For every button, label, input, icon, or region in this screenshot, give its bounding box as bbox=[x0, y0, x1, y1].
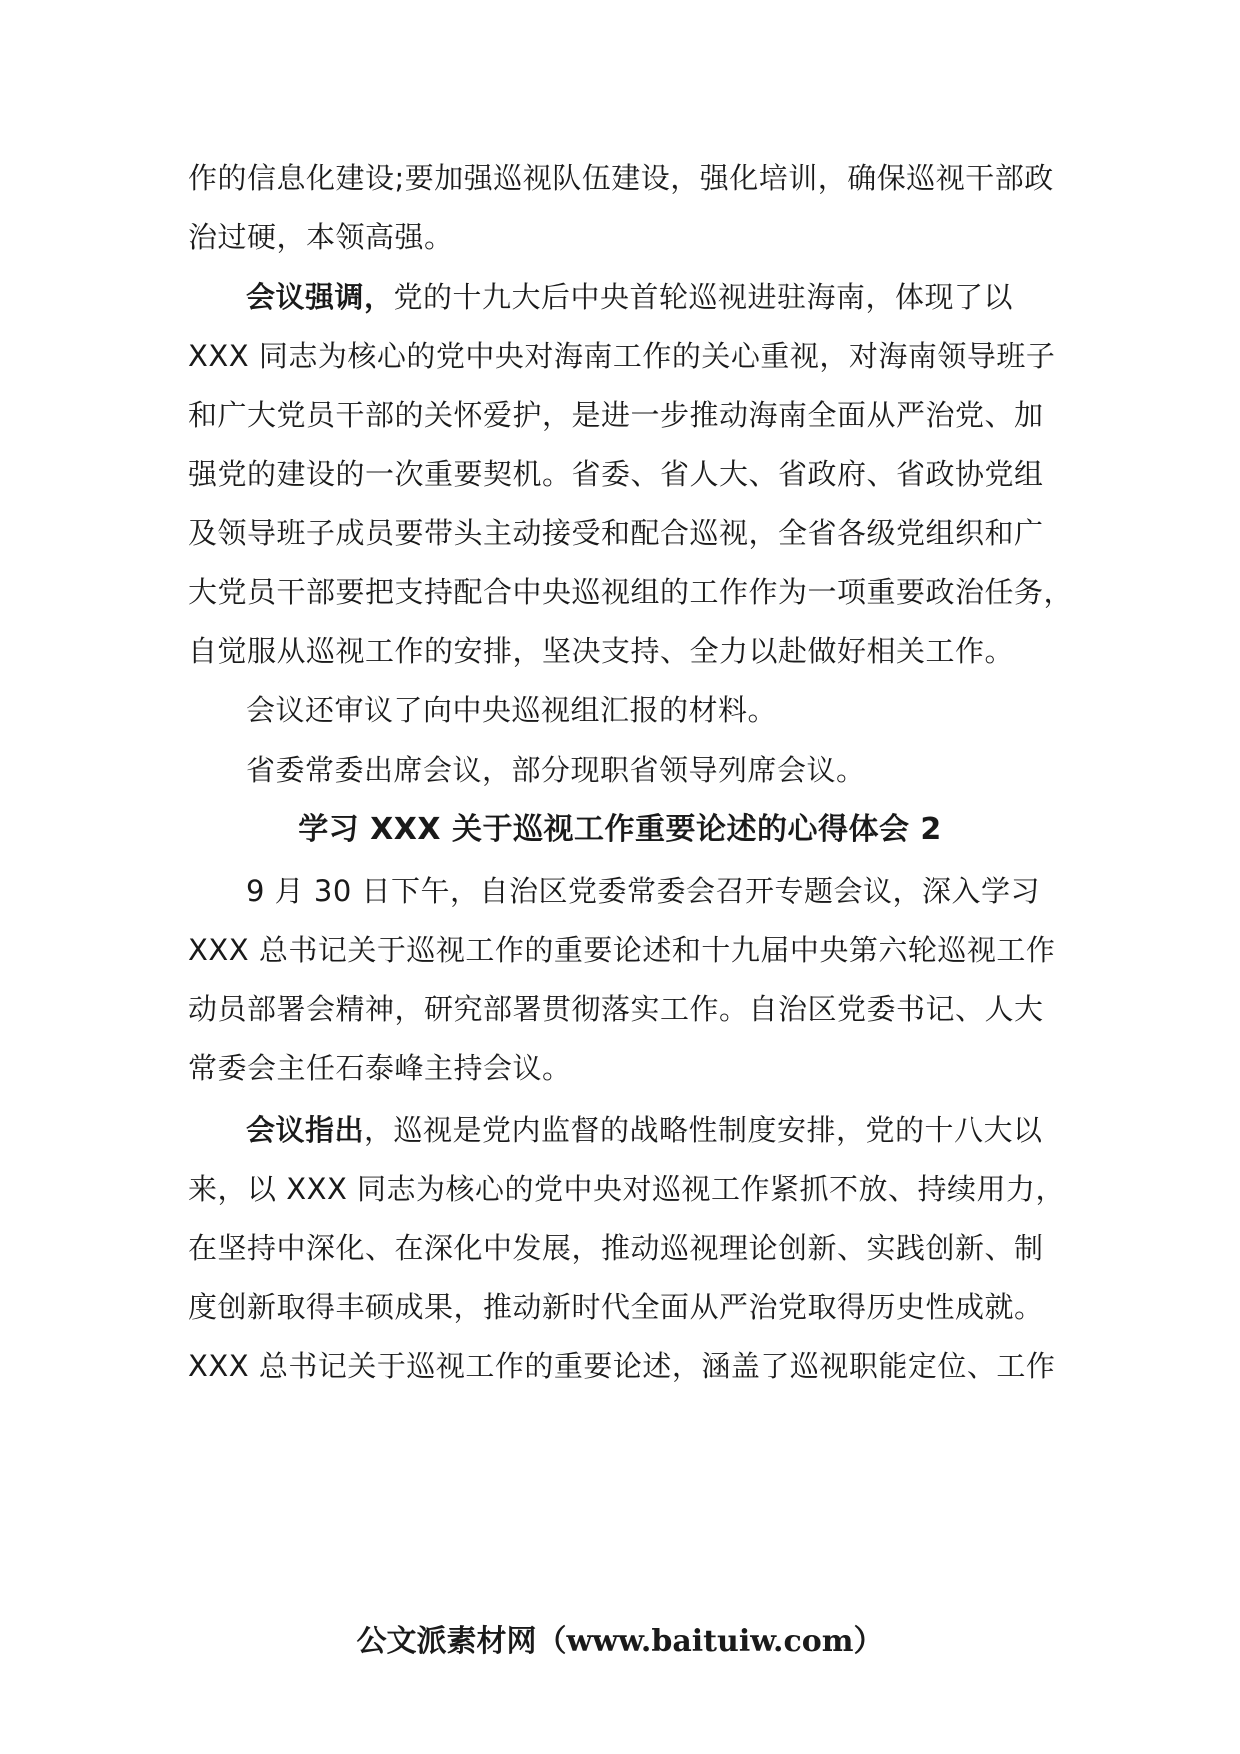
paragraph-line: 9 月 30 日下午，自治区党委常委会召开专题会议，深入学习 bbox=[246, 874, 1041, 908]
paragraph-line: 大党员干部要把支持配合中央巡视组的工作作为一项重要政治任务， bbox=[188, 575, 1074, 609]
footer-watermark: 公文派素材网（www.baituiw.com） bbox=[356, 1624, 884, 1659]
paragraph-line bbox=[246, 277, 1013, 317]
paragraph-line: 会议还审议了向中央巡视组汇报的材料。 bbox=[246, 693, 778, 727]
paragraph-line: 来，以 XXX 同志为核心的党中央对巡视工作紧抓不放、持续用力， bbox=[188, 1172, 1066, 1206]
paragraph-line: 常委会主任石泰峰主持会议。 bbox=[188, 1051, 572, 1085]
paragraph-line: XXX 总书记关于巡视工作的重要论述，涵盖了巡视职能定位、工作 bbox=[188, 1349, 1056, 1383]
paragraph-line: 自觉服从巡视工作的安排，坚决支持、全力以赴做好相关工作。 bbox=[188, 634, 1015, 668]
paragraph-line: 及领导班子成员要带头主动接受和配合巡视，全省各级党组织和广 bbox=[188, 516, 1044, 550]
paragraph-line: 度创新取得丰硕成果，推动新时代全面从严治党取得历史性成就。 bbox=[188, 1290, 1044, 1324]
paragraph-line: 动员部署会精神，研究部署贯彻落实工作。自治区党委书记、人大 bbox=[188, 992, 1044, 1026]
paragraph-line bbox=[246, 1110, 1043, 1150]
lead-emphasis: 会议强调， bbox=[246, 280, 394, 314]
section-heading: 学习 XXX 关于巡视工作重要论述的心得体会 2 bbox=[298, 812, 942, 847]
paragraph-line: 强党的建设的一次重要契机。省委、省人大、省政府、省政协党组 bbox=[188, 457, 1044, 491]
paragraph-line: 省委常委出席会议，部分现职省领导列席会议。 bbox=[246, 753, 866, 787]
lead-emphasis: 会议指出 bbox=[246, 1113, 365, 1147]
paragraph-line: 和广大党员干部的关怀爱护，是进一步推动海南全面从严治党、加 bbox=[188, 398, 1044, 432]
paragraph-line: 在坚持中深化、在深化中发展，推动巡视理论创新、实践创新、制 bbox=[188, 1231, 1044, 1265]
paragraph-line: XXX 同志为核心的党中央对海南工作的关心重视，对海南领导班子 bbox=[188, 339, 1056, 373]
paragraph-text: 党的十九大后中央首轮巡视进驻海南，体现了以 bbox=[393, 280, 1014, 314]
paragraph-line: 作的信息化建设;要加强巡视队伍建设，强化培训，确保巡视干部政 bbox=[188, 161, 1054, 195]
paragraph-line: 治过硬，本领高强。 bbox=[188, 220, 454, 254]
paragraph-line: XXX 总书记关于巡视工作的重要论述和十九届中央第六轮巡视工作 bbox=[188, 933, 1056, 967]
paragraph-text: ，巡视是党内监督的战略性制度安排，党的十八大以 bbox=[364, 1113, 1043, 1147]
